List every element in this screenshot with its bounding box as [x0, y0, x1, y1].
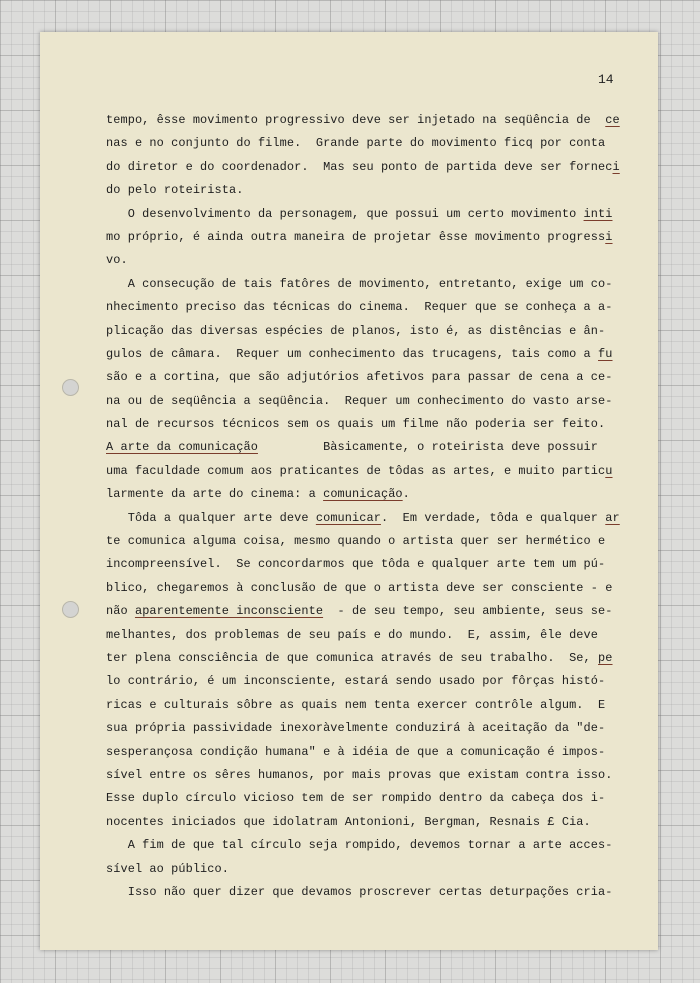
text-segment: nas e no conjunto do filme. Grande parte do movimento ficq por conta [106, 136, 606, 151]
text-segment: . Em verdade, tôda e qualquer [380, 510, 606, 525]
text-segment: . [402, 487, 410, 502]
text-line [106, 343, 626, 366]
text-segment: do diretor e do coordenador. Mas seu ponto de partida deve ser fornec [106, 159, 613, 174]
text-line [106, 624, 626, 647]
text-segment: plicação das diversas espécies de planos, isto é, as distências e ân- [106, 323, 606, 338]
text-segment: mo próprio, é ainda outra maneira de projetar êsse movimento progress [106, 229, 606, 244]
text-segment: nocentes iniciados que idolatram Antonioni, Bergman, Resnais £ Cia. [106, 814, 591, 829]
text-line [106, 203, 626, 226]
text-line [106, 320, 626, 343]
text-line [106, 600, 626, 623]
text-segment: nal de recursos técnicos sem os quais um filme não poderia ser feito. [106, 417, 606, 432]
text-line [106, 834, 626, 857]
text-line [106, 717, 626, 740]
text-segment: vo. [106, 253, 128, 268]
punch-hole [62, 601, 79, 618]
text-segment: Bàsicamente, o roteirista deve possuir [257, 440, 599, 455]
punch-hole [62, 379, 79, 396]
text-segment: sua própria passividade inexoràvelmente conduzirá à aceitação da "de- [106, 721, 606, 736]
text-segment: tempo, êsse movimento progressivo deve ser injetado na seqüência de [106, 113, 606, 127]
text-line [106, 366, 626, 389]
text-line [106, 179, 626, 202]
text-segment: sível ao público. [106, 861, 230, 876]
underlined-text: ce [605, 113, 620, 127]
text-segment: O desenvolvimento da personagem, que possui um certo movimento [106, 206, 584, 221]
text-segment: melhantes, dos problemas de seu país e do mundo. E, assim, êle deve [106, 627, 599, 642]
text-line [106, 881, 626, 904]
text-line [106, 741, 626, 764]
underlined-text: inti [583, 206, 613, 221]
text-segment: A consecução de tais fatôres de movimento, entretanto, exige um co- [106, 276, 613, 291]
text-line [106, 226, 626, 249]
text-line [106, 787, 626, 810]
text-segment: são e a cortina, que são adjutórios afetivos para passar de cena a ce- [106, 370, 613, 385]
text-segment: do pelo roteirista. [106, 183, 244, 198]
text-line [106, 132, 626, 155]
typewritten-page [40, 32, 658, 950]
text-segment: A fim de que tal círculo seja rompido, devemos tornar a arte acces- [106, 838, 613, 853]
text-line [106, 460, 626, 483]
underlined-text: i [605, 229, 613, 244]
text-line [106, 273, 626, 296]
text-segment: Esse duplo círculo vicioso tem de ser rompido dentro da cabeça dos i- [106, 791, 606, 806]
text-segment: na ou de seqüência a seqüência. Requer um conhecimento do vasto arse- [106, 393, 613, 408]
page-number: 14 [598, 72, 614, 87]
text-line [106, 530, 626, 553]
text-line [106, 249, 626, 272]
text-line [106, 577, 626, 600]
underlined-text: u [605, 463, 613, 478]
text-segment: nhecimento preciso das técnicas do cinema. Requer que se conheça a a- [106, 300, 613, 315]
text-line [106, 858, 626, 881]
text-segment: incompreensível. Se concordarmos que tôda e qualquer arte tem um pú- [106, 557, 606, 572]
text-segment: ricas e culturais sôbre as quais nem tenta exercer contrôle algum. E [106, 697, 606, 712]
underlined-text: pe [598, 650, 613, 665]
underlined-text: comunicação [323, 487, 403, 502]
underlined-text: i [612, 159, 620, 174]
text-segment: - de seu tempo, seu ambiente, seus se- [323, 604, 613, 619]
text-line [106, 296, 626, 319]
text-line [106, 811, 626, 834]
text-line [106, 764, 626, 787]
text-segment: larmente da arte do cinema: a [106, 487, 324, 502]
text-segment: sível entre os sêres humanos, por mais provas que existam contra isso. [106, 767, 613, 782]
text-segment: Tôda a qualquer arte deve [106, 510, 316, 525]
underlined-text: aparentemente inconsciente [134, 604, 324, 619]
text-line [106, 156, 626, 179]
text-line [106, 436, 626, 459]
text-segment: não [106, 604, 135, 619]
text-segment: gulos de câmara. Requer um conhecimento das trucagens, tais como a [106, 346, 599, 361]
text-line [106, 483, 626, 506]
text-segment: uma faculdade comum aos praticantes de tôdas as artes, e muito partic [106, 463, 606, 478]
text-line [106, 390, 626, 413]
text-line [106, 553, 626, 576]
text-segment: blico, chegaremos à conclusão de que o artista deve ser consciente - e [106, 580, 613, 595]
text-line [106, 670, 626, 693]
text-segment: lo contrário, é um inconsciente, estará sendo usado por fôrças histó- [106, 674, 606, 689]
underlined-text: comunicar [315, 510, 381, 525]
text-line [106, 694, 626, 717]
text-segment: Isso não quer dizer que devamos proscrever certas deturpações cria- [106, 884, 613, 899]
underlined-text: A arte da comunicação [106, 440, 258, 455]
text-line [106, 413, 626, 436]
text-line [106, 507, 626, 530]
underlined-text: ar [605, 510, 620, 525]
underlined-text: fu [598, 346, 613, 361]
text-line [106, 647, 626, 670]
body-text [106, 109, 626, 904]
text-line [106, 109, 626, 132]
text-segment: sesperançosa condição humana" e à idéia de que a comunicação é impos- [106, 744, 606, 759]
text-segment: ter plena consciência de que comunica através de seu trabalho. Se, [106, 650, 599, 665]
text-segment: te comunica alguma coisa, mesmo quando o artista quer ser hermético e [106, 534, 606, 549]
